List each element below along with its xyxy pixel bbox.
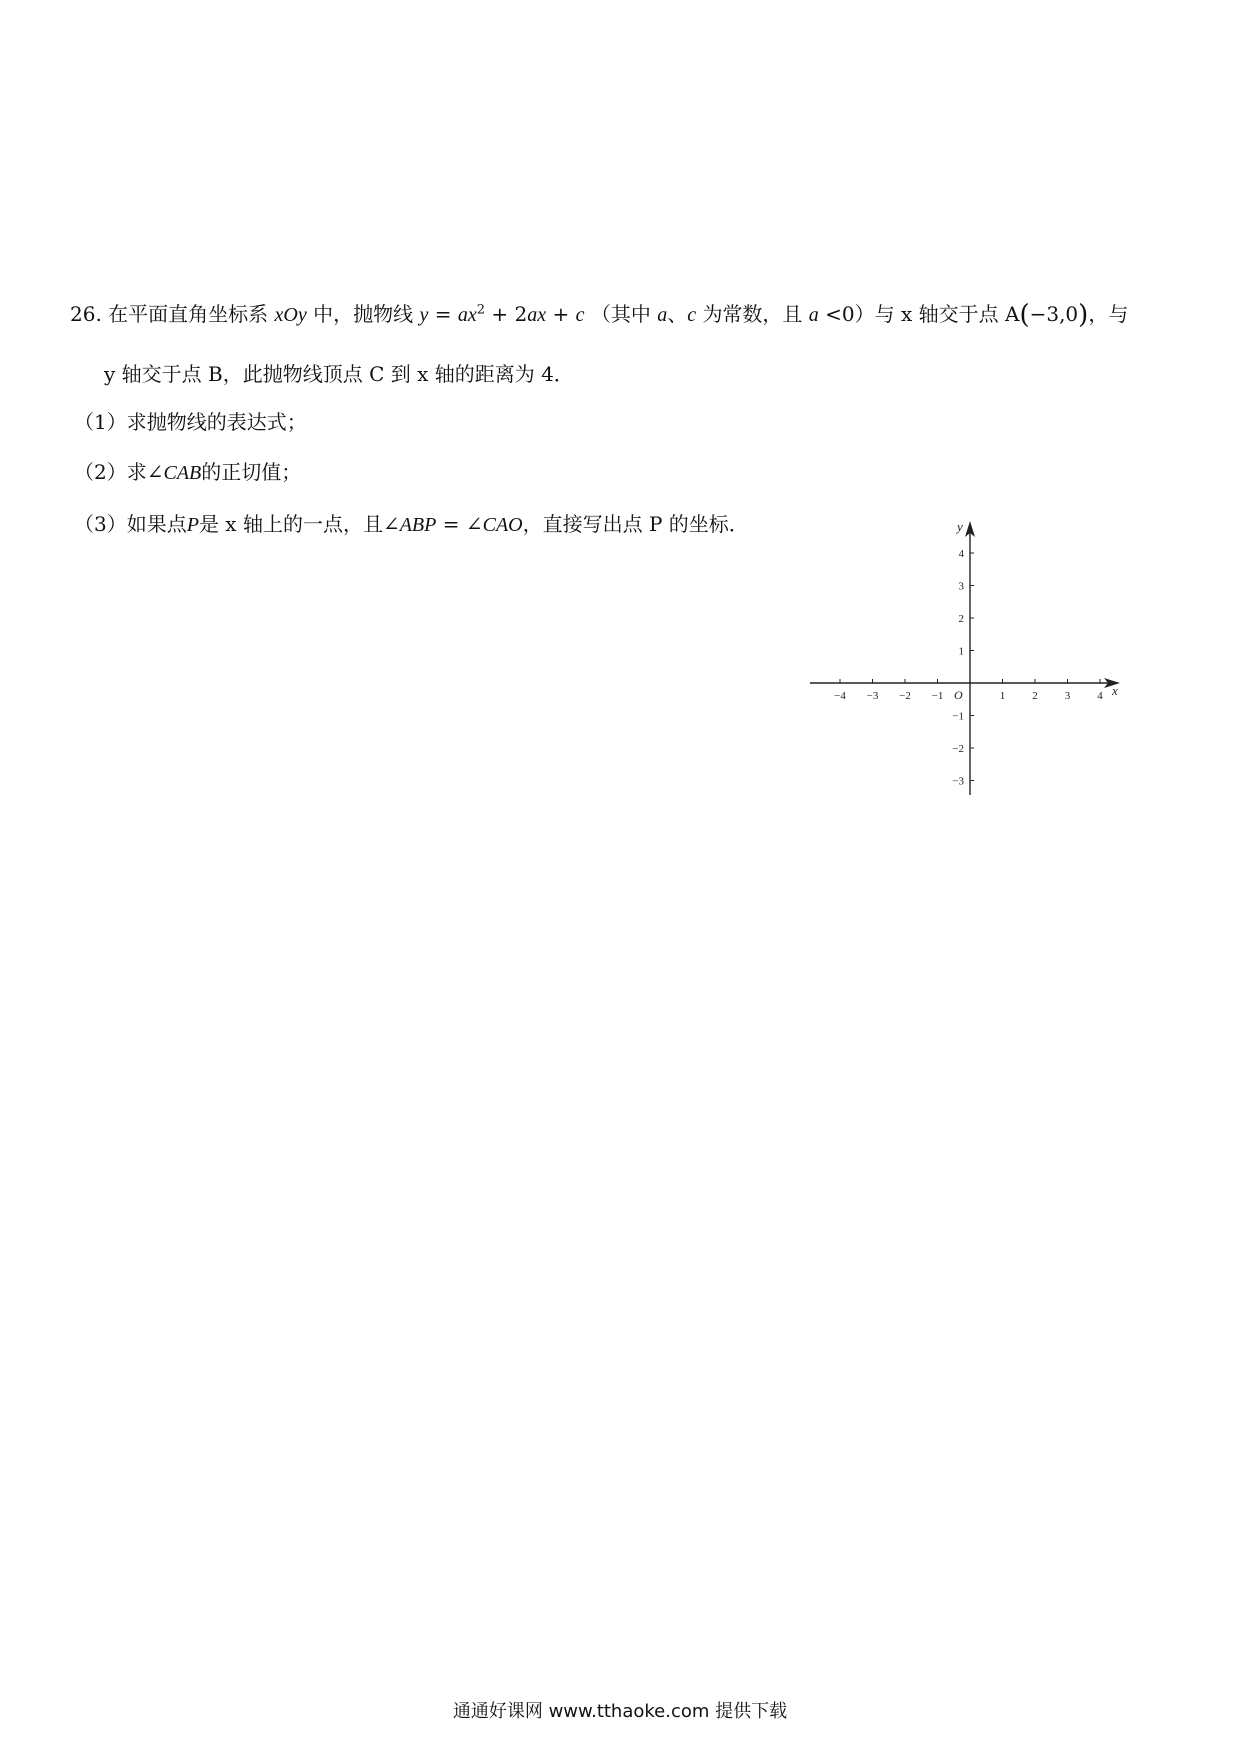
footer-text: 通通好课网 www.tthaoke.com 提供下载	[452, 1701, 788, 1722]
y-tick-label: −1	[952, 710, 964, 723]
y-tick-label: 2	[958, 613, 964, 625]
coord-system: xOy	[274, 304, 307, 326]
x-tick-label: −3	[866, 690, 879, 702]
question-stem-line-2: y 轴交于点 B，此抛物线顶点 C 到 x 轴的距离为 4．	[104, 362, 574, 386]
question-stem-line-1: 26. 在平面直角坐标系 xOy 中，抛物线 $y = ax^2 + 2ax + c$ （其中 a、c 为常数，且 a <0）与 x 轴交于点 A(−3,0)，与	[70, 300, 1129, 330]
x-tick-label: −1	[931, 690, 944, 702]
origin-label: O	[954, 688, 963, 702]
part-3: （3）如果点P是 x 轴上的一点，且∠ABP = ∠CAO，直接写出点 P 的坐标．	[74, 512, 749, 536]
angle-cao: ∠CAO	[465, 514, 523, 536]
x-tick-label: 2	[1032, 690, 1038, 702]
y-ticks	[952, 548, 974, 788]
angle-cab: ∠CAB	[146, 462, 202, 484]
coordinate-axes-figure	[810, 515, 1130, 805]
y-tick-label: −3	[952, 775, 964, 788]
point-a-coords: −3,0	[1029, 302, 1079, 326]
part-2: （2）求∠CAB的正切值；	[74, 460, 302, 484]
y-axis-label: y	[957, 519, 963, 534]
angle-abp: ∠ABP	[382, 514, 437, 536]
y-tick-label: −2	[952, 743, 964, 755]
parabola-equation: $y = ax^2 + 2ax + c$	[419, 302, 585, 326]
x-tick-label: 1	[999, 690, 1006, 702]
point-p: P	[186, 514, 199, 536]
part-label: （2）	[74, 460, 127, 484]
question-number: 26.	[70, 302, 102, 326]
part-label: （3）	[74, 512, 127, 536]
y-tick-label: 1	[958, 645, 964, 658]
x-axis-label: x	[1112, 683, 1118, 698]
x-tick-label: 3	[1064, 690, 1071, 702]
part-1: （1）求抛物线的表达式；	[74, 410, 307, 434]
y-tick-label: 4	[958, 548, 964, 560]
x-tick-label: 4	[1097, 690, 1103, 702]
x-tick-label: −4	[834, 690, 846, 702]
x-tick-label: −2	[899, 690, 911, 702]
part-label: （1）	[74, 410, 127, 434]
y-tick-label: 3	[958, 580, 964, 593]
